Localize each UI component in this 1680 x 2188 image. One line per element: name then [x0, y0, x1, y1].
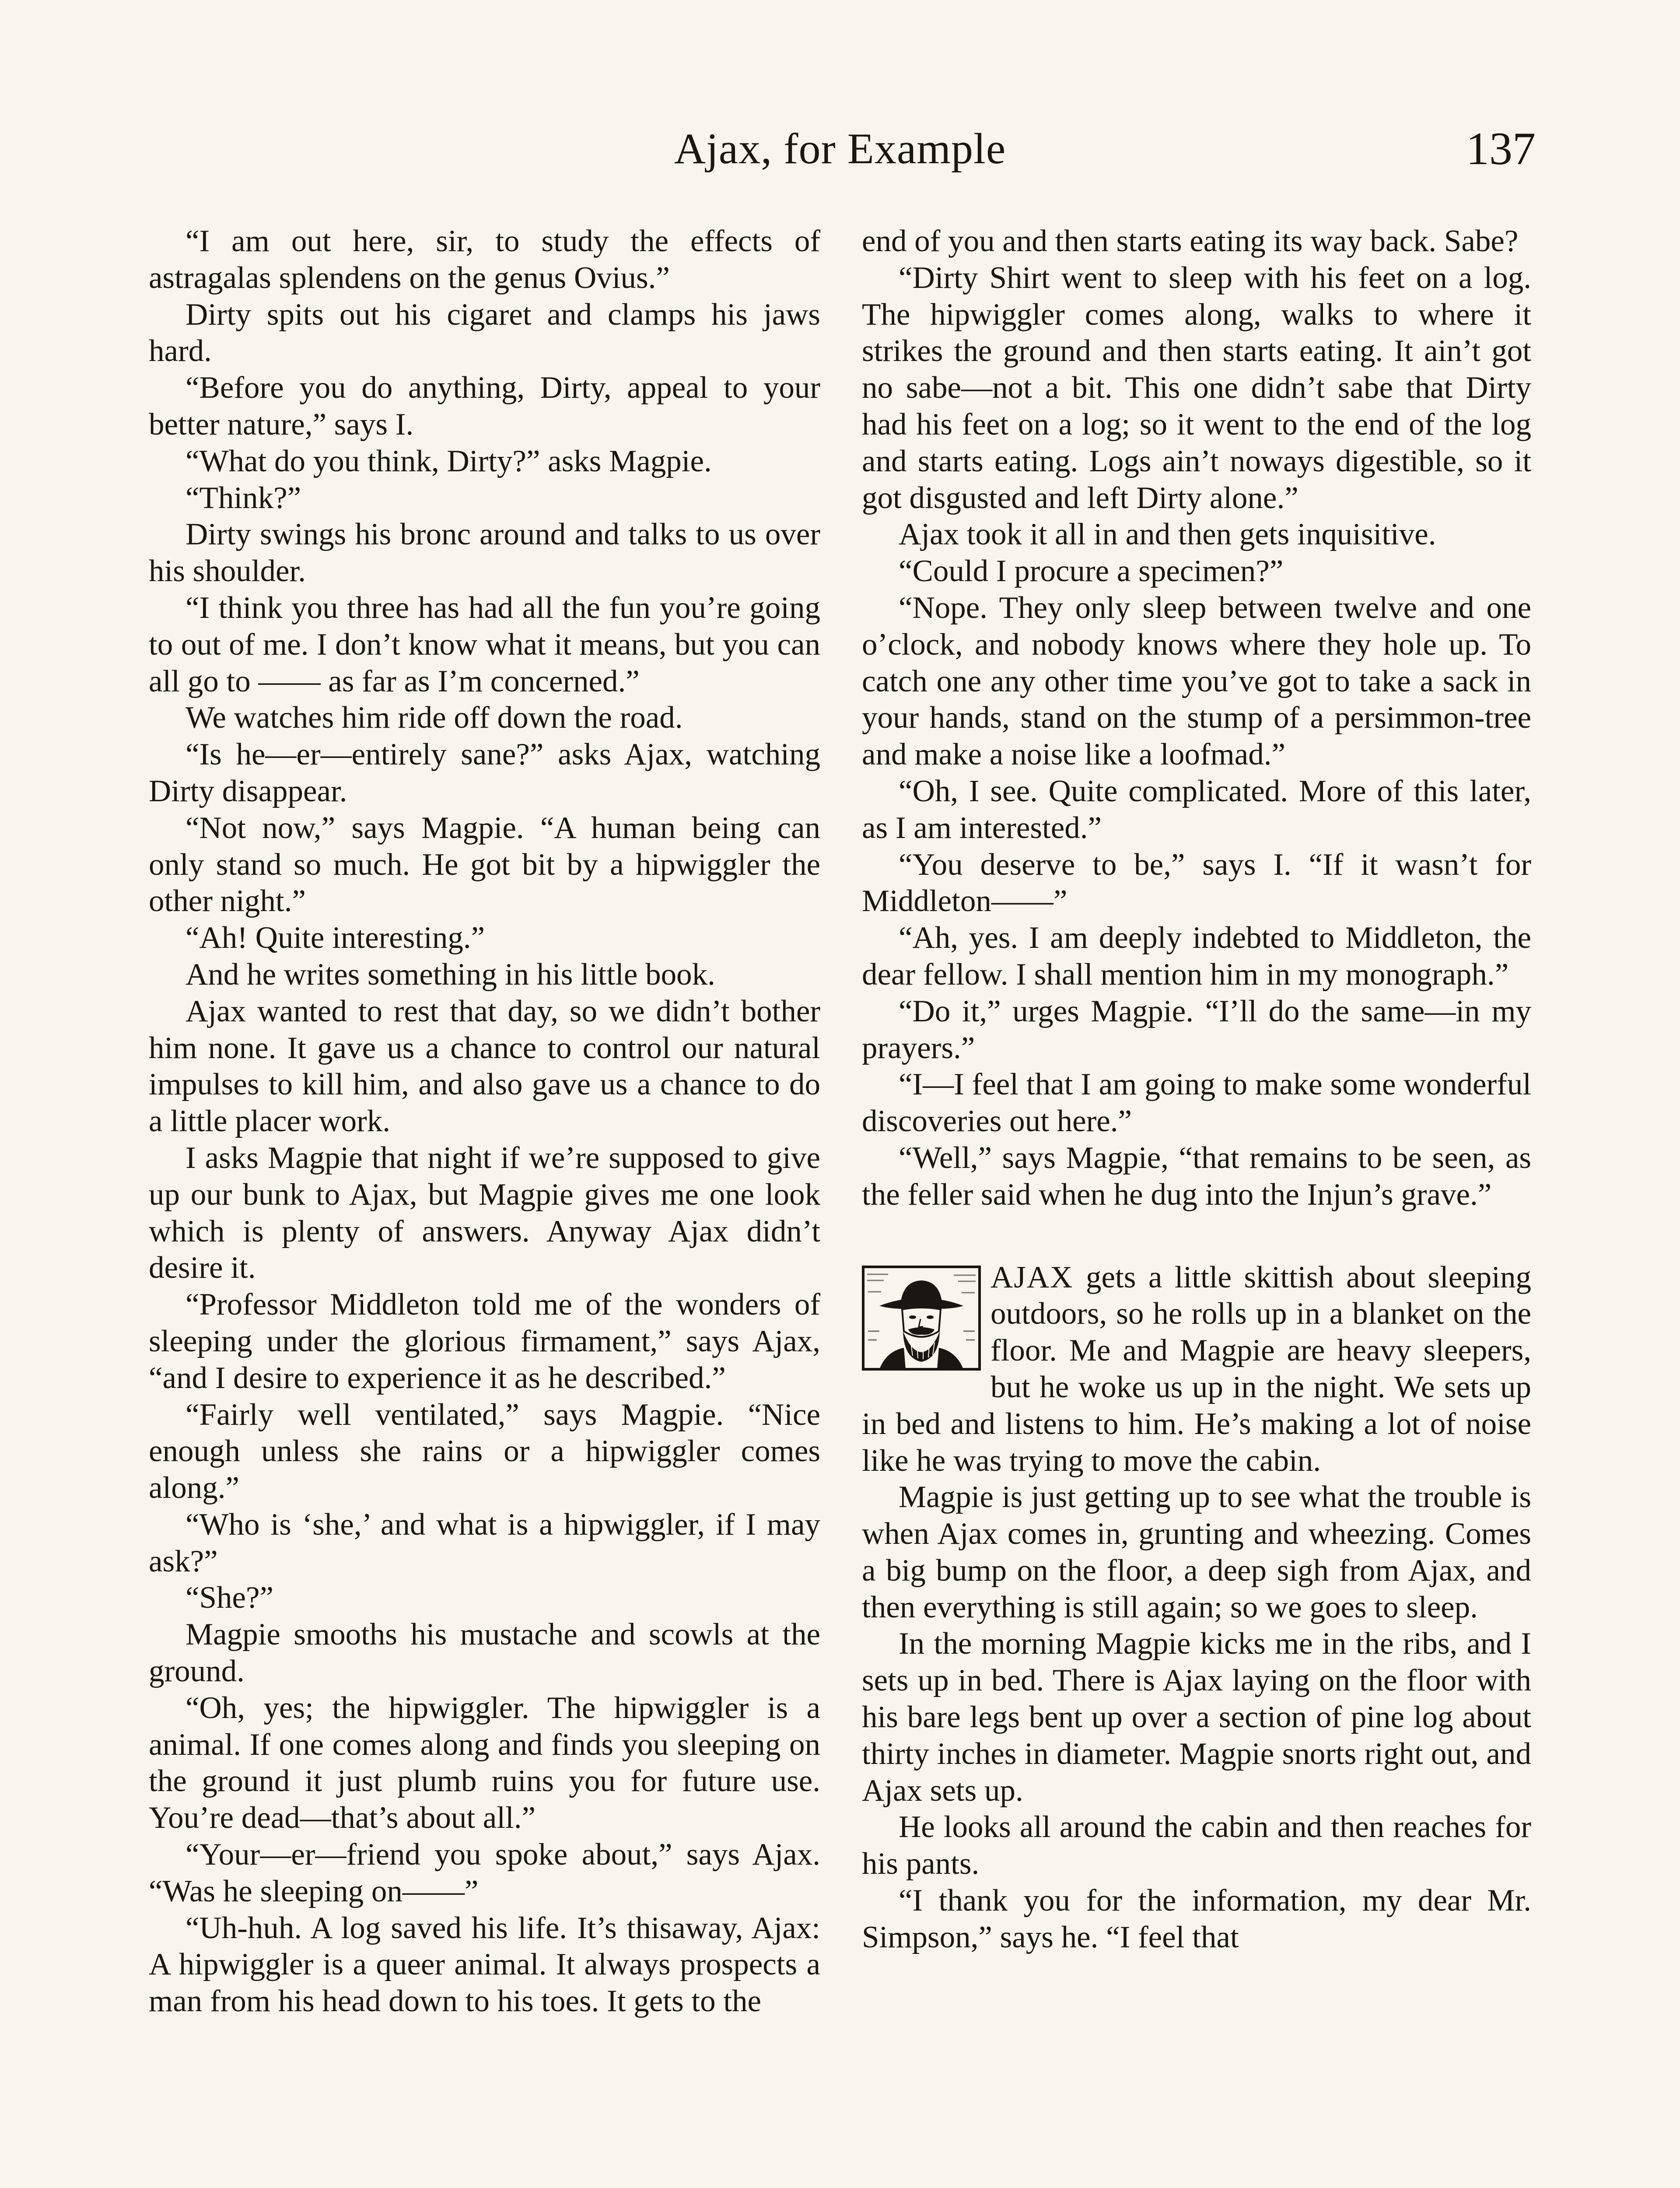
- paragraph: “Think?”: [186, 480, 301, 515]
- section-lead-text: gets a little skittish about sleeping outdoors, so he rolls up in a blanket on the floor. Me and Magpie are heavy sleepers, but he woke us up in the night. We sets up in bed and listens to him. He’s making a lot of noise like he was trying to move the cabin.: [862, 1260, 1531, 1478]
- paragraph: And he writes something in his little book.: [186, 957, 715, 992]
- right-column-top-text: [862, 223, 1531, 1213]
- paragraph: “Before you do anything, Dirty, appeal to your better nature,” says I.: [149, 371, 820, 442]
- paragraph: “Fairly well ventilated,” says Magpie. “Nice enough unless she rains or a hipwiggler comes along.”: [149, 1397, 820, 1505]
- paragraph: “She?”: [186, 1581, 274, 1615]
- paragraph: “I thank you for the information, my dear Mr. Simpson,” says he. “I feel that: [862, 1883, 1531, 1954]
- paragraph: “Do it,” urges Magpie. “I’ll do the same—in my prayers.”: [862, 994, 1531, 1065]
- cowboy-portrait-drop-cap-illustration: [862, 1266, 981, 1371]
- paragraph: We watches him ride off down the road.: [186, 701, 683, 735]
- right-column: [862, 223, 1531, 1956]
- paragraph: “Nope. They only sleep between twelve and one o’clock, and nobody knows where they hole up. To catch one any other time you’ve got to take a sack in your hands, stand on the stump of a persimmon-tree and make a noise like a loofmad.”: [862, 590, 1531, 772]
- running-header-title: Ajax, for Example: [674, 124, 1006, 173]
- paragraph: Dirty spits out his cigaret and clamps his jaws hard.: [149, 297, 820, 368]
- paragraph: Magpie is just getting up to see what the trouble is when Ajax comes in, grunting and wheezing. Comes a big bump on the floor, a deep sigh from Ajax, and then everything is still again; so we goes to sleep.: [862, 1480, 1531, 1624]
- paragraph: I asks Magpie that night if we’re supposed to give up our bunk to Ajax, but Magpie gives me one look which is plenty of answers. Anyway Ajax didn’t desire it.: [149, 1140, 820, 1285]
- paragraph: “What do you think, Dirty?” asks Magpie.: [186, 444, 712, 478]
- right-column-section-text: [862, 1479, 1531, 1956]
- paragraph: “Oh, I see. Quite complicated. More of this later, as I am interested.”: [862, 774, 1531, 845]
- paragraph: “Well,” says Magpie, “that remains to be seen, as the feller said when he dug into the Injun’s grave.”: [862, 1140, 1531, 1212]
- paragraph: “Not now,” says Magpie. “A human being can only stand so much. He got bit by a hipwiggler the other night.”: [149, 810, 820, 919]
- paragraph: He looks all around the cabin and then reaches for his pants.: [862, 1810, 1531, 1881]
- section-lead-smallcaps: AJAX: [990, 1260, 1074, 1294]
- paragraph: “Who is ‘she,’ and what is a hipwiggler, if I may ask?”: [149, 1507, 820, 1578]
- paragraph: “I am out here, sir, to study the effects of astragalas splendens on the genus Ovius.”: [149, 224, 820, 295]
- paragraph: “Uh-huh. A log saved his life. It’s thisaway, Ajax: A hipwiggler is a queer animal. It always prospects a man from his head down to his toes. It gets to the: [149, 1911, 820, 2019]
- paragraph: “Oh, yes; the hipwiggler. The hipwiggler is a animal. If one comes along and finds you sleeping on the ground it just plumb ruins you for future use. You’re dead—that’s about all.”: [149, 1690, 820, 1835]
- paragraph: “You deserve to be,” says I. “If it wasn’t for Middleton——”: [862, 847, 1531, 919]
- section-start: [862, 1259, 1531, 1480]
- paragraph: “Ah! Quite interesting.”: [186, 921, 485, 955]
- page-number: 137: [1466, 123, 1536, 174]
- left-column: [149, 223, 820, 2020]
- paragraph: Ajax wanted to rest that day, so we didn’t bother him none. It gave us a chance to control our natural impulses to kill him, and also gave us a chance to do a little placer work.: [149, 994, 820, 1139]
- paragraph: “Is he—er—entirely sane?” asks Ajax, watching Dirty disappear.: [149, 737, 820, 808]
- paragraph: In the morning Magpie kicks me in the ribs, and I sets up in bed. There is Ajax laying on the floor with his bare legs bent up over a section of pine log about thirty inches in diameter. Magpie snorts right out, and Ajax sets up.: [862, 1627, 1531, 1808]
- paragraph: “I—I feel that I am going to make some wonderful discoveries out here.”: [862, 1067, 1531, 1139]
- paragraph: “Ah, yes. I am deeply indebted to Middleton, the dear fellow. I shall mention him in my monograph.”: [862, 921, 1531, 992]
- paragraph: Magpie smooths his mustache and scowls at the ground.: [149, 1617, 820, 1689]
- paragraph: Ajax took it all in and then gets inquisitive.: [899, 517, 1436, 552]
- section-break: [862, 1213, 1531, 1259]
- paragraph: “Could I procure a specimen?”: [899, 554, 1284, 589]
- paragraph: end of you and then starts eating its way back. Sabe?: [862, 224, 1519, 258]
- paragraph: “Dirty Shirt went to sleep with his feet on a log. The hipwiggler comes along, walks to where it strikes the ground and then starts eating. It ain’t got no sabe—not a bit. This one didn’t sabe that Dirty had his feet on a log; so it went to the end of the log and starts eating. Logs ain’t noways digestible, so it got disgusted and left Dirty alone.”: [862, 260, 1531, 515]
- paragraph: “Your—er—friend you spoke about,” says Ajax. “Was he sleeping on——”: [149, 1837, 820, 1908]
- paragraph: Dirty swings his bronc around and talks to us over his shoulder.: [149, 517, 820, 589]
- paragraph: “I think you three has had all the fun you’re going to out of me. I don’t know what it means, but you can all go to —— as far as I’m concerned.”: [149, 590, 820, 698]
- paragraph: “Professor Middleton told me of the wonders of sleeping under the glorious firmament,” says Ajax, “and I desire to experience it as he described.”: [149, 1287, 820, 1395]
